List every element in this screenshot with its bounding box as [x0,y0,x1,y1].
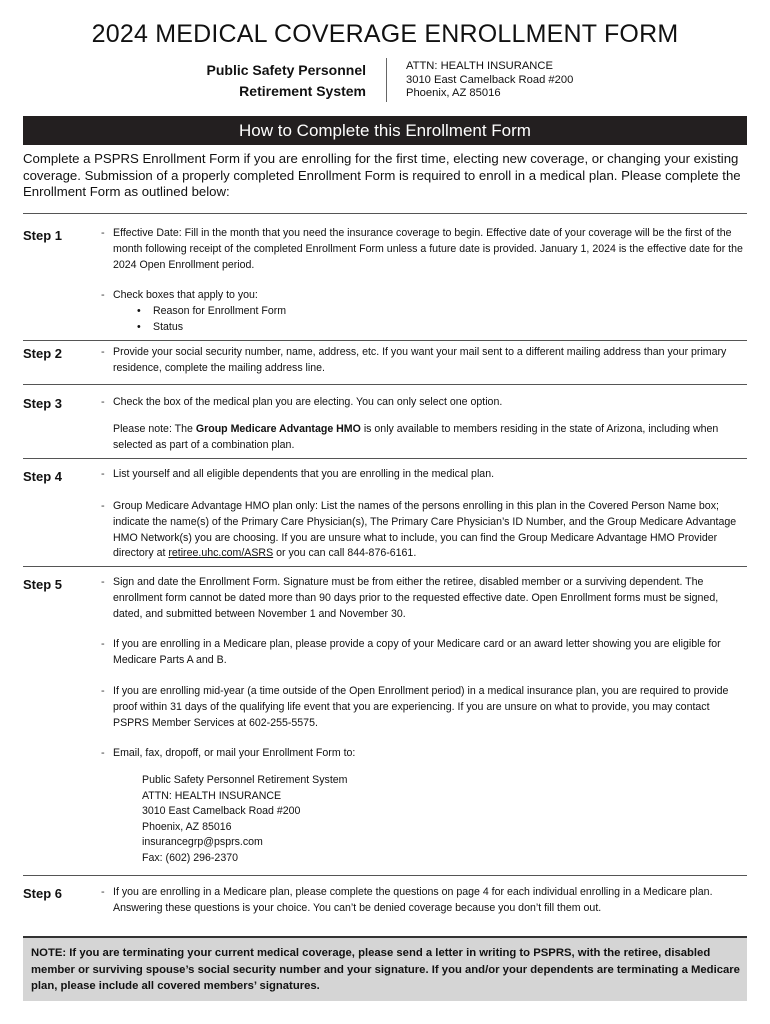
step-5-label: Step 5 [23,577,63,592]
divider [23,384,747,385]
dash: - [101,346,105,358]
divider [23,875,747,876]
address-line: Public Safety Personnel Retirement System [142,774,348,786]
divider [23,213,747,214]
dash: - [101,227,105,239]
step-3-text: Check the box of the medical plan you are electing. You can only select one option. [113,396,503,408]
section-banner: How to Complete this Enrollment Form [23,116,747,145]
step-4-label: Step 4 [23,469,63,484]
provider-directory-link[interactable]: retiree.uhc.com/ASRS [168,547,274,560]
step-6-label: Step 6 [23,886,63,901]
page-title: 2024 MEDICAL COVERAGE ENROLLMENT FORM [91,20,679,48]
attn-address [406,60,573,101]
mailing-address [142,773,348,867]
divider [23,566,747,567]
step-5-submit: Email, fax, dropoff, or mail your Enrollment Form to: [113,747,356,759]
divider [23,340,747,341]
address-line: ATTN: HEALTH INSURANCE [142,789,282,802]
step-4-text: List yourself and all eligible dependents that you are enrolling in the medical plan. [113,468,495,480]
bullet: • [137,305,141,317]
step-3-label: Step 3 [23,396,63,411]
step-4-hmo-text [113,499,747,562]
step-5-midyear: If you are enrolling mid-year (a time outside of the Open Enrollment period) in a medical insurance plan, you are required to provide proof within 31 days of the qualifying life event that you are experiencing. If you are unsure on what to provide, you may contact PSPRS Member Services at 602-255-5575. [113,685,729,729]
step-2-label: Step 2 [23,346,63,361]
org-name [120,60,366,102]
dash: - [101,289,105,301]
address-line: Phoenix, AZ 85016 [142,820,232,833]
hmo-text-end: or you can call 844-876-6161. [273,547,417,560]
step-1-bullet-reason [137,304,286,320]
dash: - [101,396,105,408]
bullet-text: Status [153,321,184,333]
attn-line-3: Phoenix, AZ 85016 [406,87,501,99]
note-text: NOTE: If you are terminating your current medical coverage, please send a letter in writing to PSPRS, with the retiree, disabled member or surviving spouse’s social security number and your signature. If you and/or your dependents are terminating a Medicare plan, please include all covered members’ signatures. [31,947,740,993]
hmo-text: Group Medicare Advantage HMO plan only: List the names of the persons enrolling in this plan in the Covered Person Name box; indicate the name(s) of the Primary Care Physician(s), The Primary Care Physician’s ID Number, and the Group Medicare Advantage HMO Network(s) you are choosing. If you are unsure what to include, you can find the Group Medicare Advantage HMO Provider directory at [113,500,737,560]
dash: - [101,886,105,898]
step-6-text: If you are enrolling in a Medicare plan, please complete the questions on page 4 for each individual enrolling in a Medicare plan. Answering these questions is your choice. You can’t be denied coverage because you don’t fill them out. [113,886,713,914]
attn-line-2: 3010 East Camelback Road #200 [406,73,574,86]
note-bold: Group Medicare Advantage HMO [195,423,361,435]
intro-paragraph: Complete a PSPRS Enrollment Form if you are enrolling for the first time, electing new coverage, or changing your existing coverage. Submission of a properly completed Enrollment Form is required to enroll in a medical plan. Please complete the Enrollment Form as outlined below: [23,151,741,200]
step-1-check-boxes: Check boxes that apply to you: [113,289,258,301]
step-1-label: Step 1 [23,228,63,243]
dash: - [101,685,105,697]
step-3-note [113,422,747,454]
email-address: insurancegrp@psprs.com [142,836,263,849]
address-line: 3010 East Camelback Road #200 [142,805,301,818]
org-name-line-1: Public Safety Personnel [206,62,366,78]
attn-line-1: ATTN: HEALTH INSURANCE [406,60,553,72]
dash: - [101,747,105,759]
dash: - [101,500,105,512]
divider [23,458,747,459]
bullet: • [137,321,141,333]
dash: - [101,576,105,588]
dash: - [101,638,105,650]
note-prefix: Please note: The [113,423,196,435]
fax-number: Fax: (602) 296-2370 [142,851,238,864]
step-1-bullet-status [137,320,183,336]
step-5-sign: Sign and date the Enrollment Form. Signature must be from either the retiree, disabled member or a surviving dependent. The enrollment form cannot be dated more than 90 days prior to the requested effective date. Open Enrollment forms must be signed, dated, and submitted between November 1 and November 30. [113,576,719,620]
note-suffix: is only available to members residing in the state of Arizona, including when selected as part of a combination plan. [113,423,719,451]
header-divider [386,58,387,102]
bullet-text: Reason for Enrollment Form [153,305,287,317]
step-5-medicare: If you are enrolling in a Medicare plan, please provide a copy of your Medicare card or an award letter showing you are eligible for Medicare Parts A and B. [113,638,721,666]
step-1-effective-date: Effective Date: Fill in the month that you need the insurance coverage to begin. Effective date of your coverage will be the first of the month following receipt of the completed Enrollment Form unless a future date is provided. January 1, 2024 is the effective date for the 2024 Open Enrollment period. [113,227,743,271]
org-name-line-2: Retirement System [239,83,366,99]
dash: - [101,468,105,480]
step-2-text: Provide your social security number, name, address, etc. If you want your mail sent to a different mailing address than your primary residence, complete the mailing address line. [113,346,727,374]
